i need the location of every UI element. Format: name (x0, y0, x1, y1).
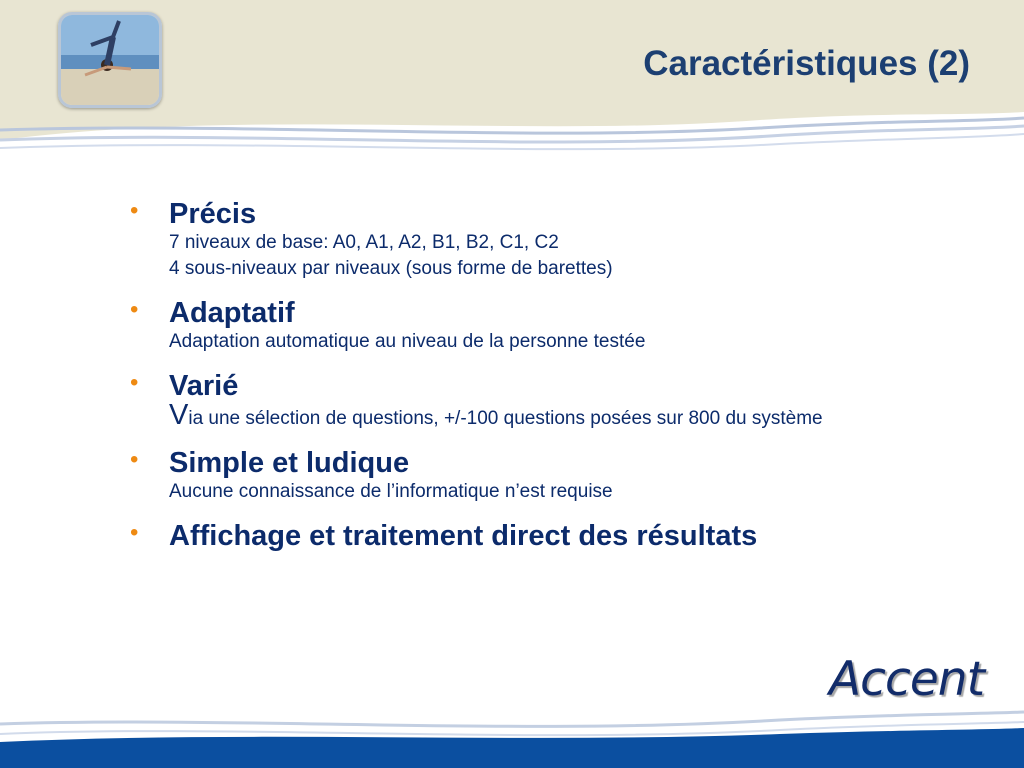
item-heading: Simple et ludique (169, 447, 410, 479)
item-heading: Affichage et traitement direct des résultats (169, 520, 758, 552)
accent-logo: Accent (829, 652, 984, 707)
bullet-list (130, 196, 990, 567)
item-detail (169, 399, 990, 432)
beach-cartwheel-photo (58, 12, 162, 108)
list-item (130, 368, 990, 432)
item-detail-initial: V (169, 399, 189, 431)
list-item (130, 445, 990, 505)
item-heading: Varié (169, 370, 239, 402)
footer-wave-decoration (0, 700, 1024, 768)
bullet-icon: • (130, 446, 139, 473)
header-wave-decoration (0, 108, 1024, 168)
item-detail: 7 niveaux de base: A0, A1, A2, B1, B2, C1, C2 (169, 232, 559, 253)
slide-title: Caractéristiques (2) (643, 44, 970, 83)
item-detail: Adaptation automatique au niveau de la personne testée (169, 331, 646, 352)
item-heading: Adaptatif (169, 297, 295, 329)
bullet-icon: • (130, 197, 139, 224)
item-detail: 4 sous-niveaux par niveaux (sous forme de barettes) (169, 258, 613, 279)
item-detail: Aucune connaissance de l’informatique n’est requise (169, 481, 613, 502)
list-item (130, 518, 990, 554)
bullet-icon: • (130, 369, 139, 396)
item-heading: Précis (169, 198, 257, 230)
bullet-icon: • (130, 296, 139, 323)
list-item (130, 295, 990, 355)
bullet-icon: • (130, 519, 139, 546)
list-item (130, 196, 990, 282)
item-detail-rest: ia une sélection de questions, +/-100 questions posées sur 800 du système (188, 408, 823, 429)
